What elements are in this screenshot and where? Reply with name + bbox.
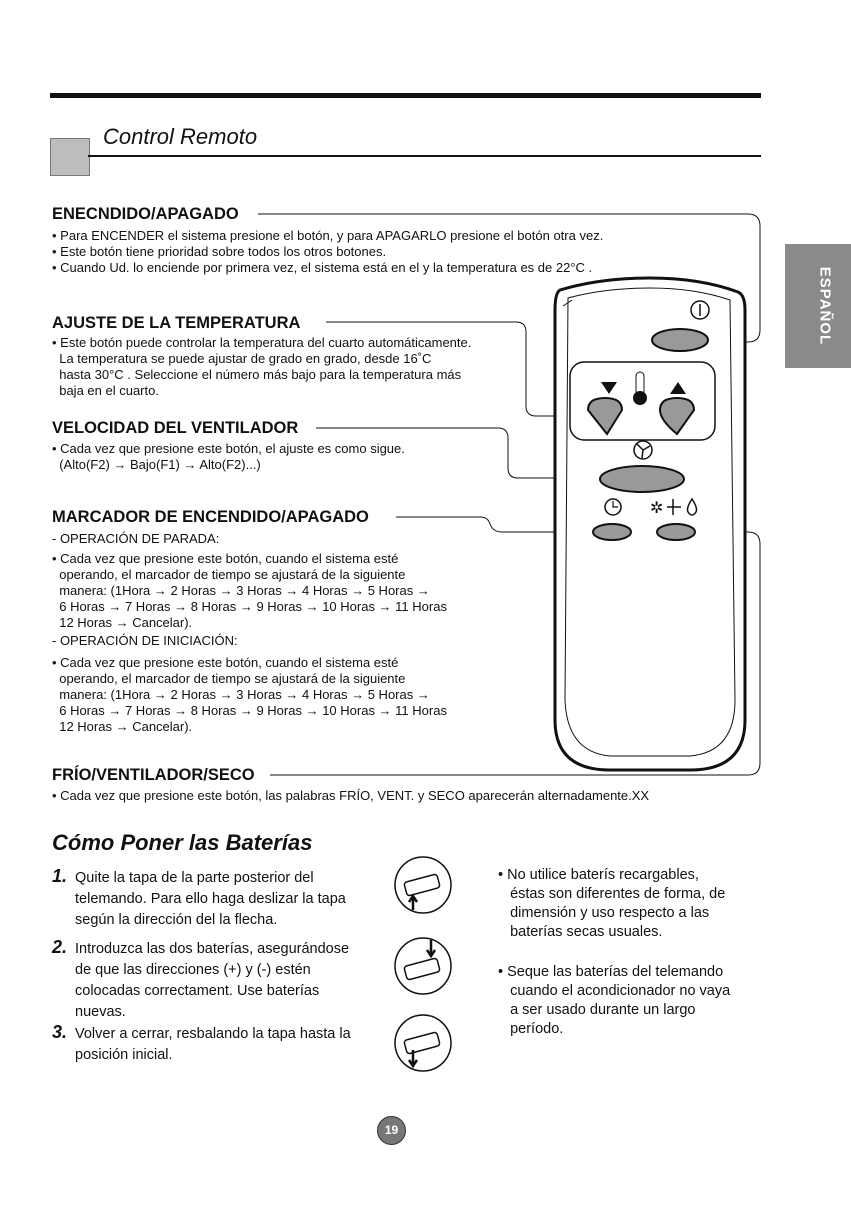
heading-temperature: AJUSTE DE LA TEMPERATURA — [52, 314, 301, 332]
timer-line-7: - OPERACIÓN DE INICIACIÓN: — [52, 633, 238, 648]
power-line-1: • Para ENCENDER el sistema presione el botón, y para APAGARLO presione el botón otra vez. — [52, 228, 604, 243]
mode-line-1: • Cada vez que presione este botón, las palabras FRÍO, VENT. y SECO aparecerán alternadamente.XX — [52, 788, 650, 803]
timer-line-8: • Cada vez que presione este botón, cuando el sistema esté — [52, 655, 399, 670]
page-title: Control Remoto — [103, 124, 258, 149]
temp-line-2: La temperatura se puede ajustar de grado en grado, desde 16˚C — [52, 351, 432, 366]
note-rechargeable: • No utilice baterís recargables, éstas son diferentes de forma, de dimensión y uso respecto a las baterías secas usuales. — [498, 867, 726, 940]
fan-line-1: • Cada vez que presione este botón, el ajuste es como sigue. — [52, 441, 405, 456]
timer-line-9: operando, el marcador de tiempo se ajustará de la siguiente — [52, 671, 406, 686]
timer-line-10: manera: (1Hora → 2 Horas → 3 Horas → 4 Horas → 5 Horas → — [52, 687, 430, 702]
temp-line-3: hasta 30°C . Seleccione el número más bajo para la temperatura más — [52, 367, 462, 382]
step-1-number: 1. — [52, 866, 68, 886]
batteries-title: Cómo Poner las Baterías — [52, 830, 313, 855]
heading-power: ENECNDIDO/APAGADO — [52, 205, 239, 223]
note-remove-batteries: • Seque las baterías del telemando cuando el acondicionador no vaya a ser usado durante un largo período. — [498, 964, 731, 1037]
fan-line-2: (Alto(F2) → Bajo(F1) → Alto(F2)...) — [52, 457, 261, 472]
timer-line-3: operando, el marcador de tiempo se ajustará de la siguiente — [52, 567, 406, 582]
power-line-2: • Este botón tiene prioridad sobre todos los otros botones. — [52, 244, 387, 259]
step-2-number: 2. — [52, 937, 68, 957]
timer-line-11: 6 Horas → 7 Horas → 8 Horas → 9 Horas → 10 Horas → 11 Horas — [52, 703, 447, 718]
page-number: 19 — [377, 1116, 406, 1145]
timer-line-4: manera: (1Hora → 2 Horas → 3 Horas → 4 Horas → 5 Horas → — [52, 583, 430, 598]
timer-line-5: 6 Horas → 7 Horas → 8 Horas → 9 Horas → 10 Horas → 11 Horas — [52, 599, 447, 614]
step-2-text: Introduzca las dos baterías, asegurándose de que las direcciones (+) y (-) estén colocadas correctament. Use baterías nuevas. — [75, 941, 350, 1020]
timer-line-1: - OPERACIÓN DE PARADA: — [52, 531, 220, 546]
step-3-text: Volver a cerrar, resbalando la tapa hasta la posición inicial. — [75, 1026, 351, 1063]
heading-mode: FRÍO/VENTILADOR/SECO — [52, 766, 255, 784]
timer-line-12: 12 Horas → Cancelar). — [52, 719, 193, 734]
battery-illustrations — [395, 857, 451, 1071]
temp-line-4: baja en el cuarto. — [52, 383, 159, 398]
remote-control — [555, 278, 745, 770]
temp-line-1: • Este botón puede controlar la temperatura del cuarto automáticamente. — [52, 335, 472, 350]
heading-fan-speed: VELOCIDAD DEL VENTILADOR — [52, 419, 299, 437]
power-line-3: • Cuando Ud. lo enciende por primera vez, el sistema está en el y la temperatura es de 22°C . — [52, 260, 593, 275]
step-1-text: Quite la tapa de la parte posterior del telemando. Para ello haga deslizar la tapa según la dirección del la flecha. — [75, 870, 346, 928]
timer-line-2: • Cada vez que presione este botón, cuando el sistema esté — [52, 551, 399, 566]
step-3-number: 3. — [52, 1022, 68, 1042]
heading-timer: MARCADOR DE ENCENDIDO/APAGADO — [52, 508, 369, 526]
svg-text:✲: ✲ — [650, 498, 664, 517]
timer-line-6: 12 Horas → Cancelar). — [52, 615, 193, 630]
language-tab-label: ESPAÑOL — [816, 266, 834, 346]
